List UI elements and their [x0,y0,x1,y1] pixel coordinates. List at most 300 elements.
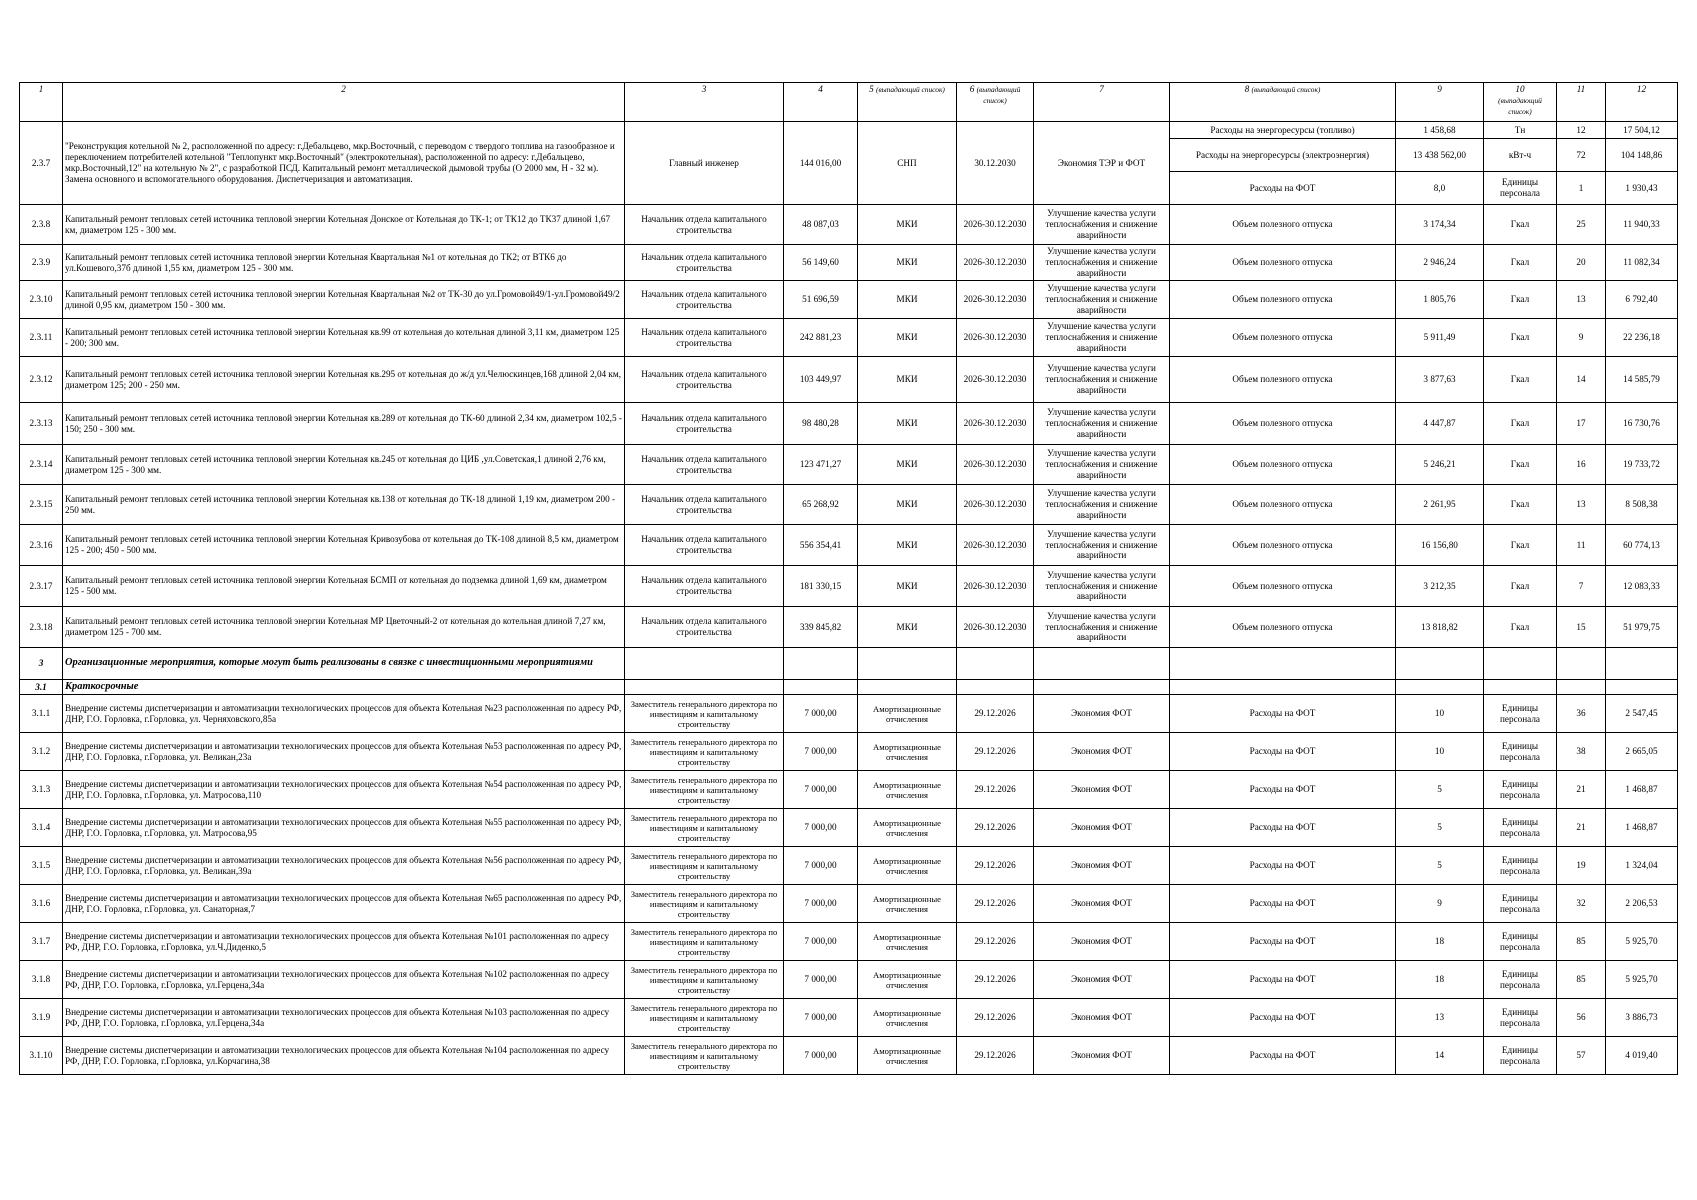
measure-description: Капитальный ремонт тепловых сетей источника тепловой энергии Котельная БСМП от котельная до подземка длиной 1,69 км, диаметром 125 - 500 мм. [63,566,625,607]
measure-description: Внедрение системы диспетчеризации и автоматизации технологических процессов для объекта Котельная №56 расположенная по адресу РФ, ДНР, Г.О. Горловка, г.Горловка, ул. Великан,39а [63,847,625,885]
col-11-value: 56 [1557,999,1606,1037]
section-title: Организационные мероприятия, которые могут быть реализованы в связке с инвестиционными мероприятиями [63,648,625,680]
funding-source: МКИ [858,205,957,245]
funding-source: Амортизационные отчисления [858,1037,957,1075]
col-11-value: 14 [1557,357,1606,403]
empty-cell [858,680,957,695]
row-number: 3.1.9 [20,999,63,1037]
responsible: Начальник отдела капитального строительства [625,566,784,607]
unit: Единицы персонала [1484,809,1557,847]
responsible: Начальник отдела капитального строительства [625,485,784,525]
responsible: Главный инженер [625,122,784,205]
col-12-value: 8 508,38 [1606,485,1678,525]
effect: Экономия ФОТ [1034,847,1170,885]
empty-cell [625,648,784,680]
deadline: 29.12.2026 [957,771,1034,809]
table-row [20,695,1678,733]
indicator: Объем полезного отпуска [1170,281,1396,319]
deadline: 29.12.2026 [957,695,1034,733]
effect: Улучшение качества услуги теплоснабжения и снижение аварийности [1034,607,1170,648]
empty-cell [1034,680,1170,695]
row-number: 2.3.16 [20,525,63,566]
unit: Гкал [1484,525,1557,566]
responsible: Заместитель генерального директора по инвестициям и капитальному строительству [625,1037,784,1075]
responsible: Заместитель генерального директора по инвестициям и капитальному строительству [625,885,784,923]
indicator: Расходы на энергоресурсы (топливо) [1170,122,1396,139]
cost: 7 000,00 [784,961,858,999]
responsible: Начальник отдела капитального строительства [625,403,784,445]
col-12-value: 12 083,33 [1606,566,1678,607]
effect: Экономия ФОТ [1034,961,1170,999]
funding-source: МКИ [858,357,957,403]
unit: Единицы персонала [1484,847,1557,885]
col-11-value: 9 [1557,319,1606,357]
responsible: Начальник отдела капитального строительства [625,445,784,485]
responsible: Начальник отдела капитального строительства [625,357,784,403]
table-row [20,999,1678,1037]
col-11-value: 38 [1557,733,1606,771]
unit: Гкал [1484,403,1557,445]
unit: Гкал [1484,566,1557,607]
responsible: Начальник отдела капитального строительства [625,607,784,648]
col-12-value: 4 019,40 [1606,1037,1678,1075]
effect: Улучшение качества услуги теплоснабжения и снижение аварийности [1034,445,1170,485]
col-12-value: 11 082,34 [1606,245,1678,281]
table-row [20,281,1678,319]
indicator: Объем полезного отпуска [1170,566,1396,607]
col-11-value: 11 [1557,525,1606,566]
unit: Гкал [1484,205,1557,245]
table-row [20,403,1678,445]
col-12-value: 22 236,18 [1606,319,1678,357]
unit: Единицы персонала [1484,961,1557,999]
measure-description: Капитальный ремонт тепловых сетей источника тепловой энергии Котельная кв.138 от котельная до ТК-18 длиной 1,19 км, диаметром 200 - 250 мм. [63,485,625,525]
indicator: Расходы на ФОТ [1170,809,1396,847]
col-header-12: 12 [1606,83,1678,122]
cost: 7 000,00 [784,847,858,885]
col-12-value: 14 585,79 [1606,357,1678,403]
row-number: 2.3.10 [20,281,63,319]
deadline: 29.12.2026 [957,847,1034,885]
col-12-value: 11 940,33 [1606,205,1678,245]
effect: Улучшение качества услуги теплоснабжения и снижение аварийности [1034,525,1170,566]
measure-description: Капитальный ремонт тепловых сетей источника тепловой энергии Котельная МР Цветочный-2 от котельная до котельная длиной 7,27 км, диаметром 125 - 700 мм. [63,607,625,648]
indicator: Объем полезного отпуска [1170,319,1396,357]
col-11-value: 25 [1557,205,1606,245]
col-header-8: 8 (выпадающий список) [1170,83,1396,122]
cost: 7 000,00 [784,695,858,733]
funding-source: МКИ [858,245,957,281]
cost: 7 000,00 [784,999,858,1037]
responsible: Заместитель генерального директора по инвестициям и капитальному строительству [625,847,784,885]
col-11-value: 21 [1557,771,1606,809]
col-header-1: 1 [20,83,63,122]
table-row [20,357,1678,403]
indicator-value: 3 212,35 [1396,566,1484,607]
col-header-2: 2 [63,83,625,122]
table-row [20,205,1678,245]
indicator-value: 5 246,21 [1396,445,1484,485]
row-number: 3.1.8 [20,961,63,999]
funding-source: МКИ [858,485,957,525]
indicator: Расходы на ФОТ [1170,847,1396,885]
funding-source: Амортизационные отчисления [858,885,957,923]
deadline: 2026-30.12.2030 [957,319,1034,357]
indicator-value: 10 [1396,733,1484,771]
col-11-value: 17 [1557,403,1606,445]
deadline: 2026-30.12.2030 [957,281,1034,319]
row-number: 2.3.7 [20,122,63,205]
cost: 123 471,27 [784,445,858,485]
cost: 339 845,82 [784,607,858,648]
col-11-value: 21 [1557,809,1606,847]
funding-source: Амортизационные отчисления [858,733,957,771]
measure-description: Капитальный ремонт тепловых сетей источника тепловой энергии Котельная кв.295 от котельная до ж/д ул.Челюскинцев,168 длиной 2,04 км, диаметром 125; 200 - 250 мм. [63,357,625,403]
effect: Улучшение качества услуги теплоснабжения и снижение аварийности [1034,566,1170,607]
deadline: 2026-30.12.2030 [957,205,1034,245]
indicator-value: 8,0 [1396,172,1484,205]
cost: 144 016,00 [784,122,858,205]
col-12-value: 2 665,05 [1606,733,1678,771]
row-number: 3.1.1 [20,695,63,733]
responsible: Заместитель генерального директора по инвестициям и капитальному строительству [625,961,784,999]
col-11-value: 16 [1557,445,1606,485]
deadline: 2026-30.12.2030 [957,485,1034,525]
col-12-value: 1 468,87 [1606,771,1678,809]
row-number: 2.3.18 [20,607,63,648]
responsible: Заместитель генерального директора по инвестициям и капитальному строительству [625,695,784,733]
indicator-value: 1 458,68 [1396,122,1484,139]
unit: Единицы персонала [1484,771,1557,809]
row-number: 3.1.3 [20,771,63,809]
investment-measures-table [19,82,1678,1075]
cost: 7 000,00 [784,771,858,809]
col-12-value: 3 886,73 [1606,999,1678,1037]
section-title: Краткосрочные [63,680,625,695]
col-11-value: 36 [1557,695,1606,733]
empty-cell [1396,648,1484,680]
indicator-value: 13 [1396,999,1484,1037]
effect: Экономия ФОТ [1034,695,1170,733]
funding-source: Амортизационные отчисления [858,961,957,999]
deadline: 30.12.2030 [957,122,1034,205]
col-11-value: 13 [1557,485,1606,525]
col-12-value: 1 468,87 [1606,809,1678,847]
cost: 56 149,60 [784,245,858,281]
indicator: Объем полезного отпуска [1170,357,1396,403]
measure-description: Капитальный ремонт тепловых сетей источника тепловой энергии Котельная Квартальная №1 от котельная до ТК2; от ВТК6 до ул.Кошевого,37б длиной 1,55 км, диаметром 125 - 300 мм. [63,245,625,281]
row-number: 2.3.9 [20,245,63,281]
measure-description: "Реконструкция котельной № 2, расположенной по адресу: г.Дебальцево, мкр.Восточный, с переводом с твердого топлива на газообразное и переключением потребителей котельной "Теплопункт мкр.Восточный" (электрокотельная), расположенной по адресу: г.Дебальцево, мкр.Восточный,12" на котельную № 2", с разработкой ПСД. Капитальный ремонт металлической дымовой трубы (О 2000 мм, Н - 32 м). Замена основного и вспомогательного оборудования. Диспетчеризация и автоматизация. [63,122,625,205]
measure-description: Внедрение системы диспетчеризации и автоматизации технологических процессов для объекта Котельная №104 расположенная по адресу РФ, ДНР, Г.О. Горловка, г.Горловка, ул.Корчагина,38 [63,1037,625,1075]
indicator: Расходы на ФОТ [1170,999,1396,1037]
col-11-value: 20 [1557,245,1606,281]
measure-description: Капитальный ремонт тепловых сетей источника тепловой энергии Котельная кв.289 от котельная до ТК-60 длиной 2,34 км, диаметром 102,5 - 150; 250 - 300 мм. [63,403,625,445]
indicator: Объем полезного отпуска [1170,445,1396,485]
funding-source: МКИ [858,281,957,319]
col-11-value: 32 [1557,885,1606,923]
measure-description: Внедрение системы диспетчеризации и автоматизации технологических процессов для объекта Котельная №101 расположенная по адресу РФ, ДНР, Г.О. Горловка, г.Горловка, ул.Ч.Диденко,5 [63,923,625,961]
unit: Гкал [1484,357,1557,403]
indicator: Расходы на ФОТ [1170,1037,1396,1075]
effect: Улучшение качества услуги теплоснабжения и снижение аварийности [1034,281,1170,319]
measure-description: Внедрение системы диспетчеризации и автоматизации технологических процессов для объекта Котельная №102 расположенная по адресу РФ, ДНР, Г.О. Горловка, г.Горловка, ул.Герцена,34а [63,961,625,999]
col-11-value: 85 [1557,923,1606,961]
unit: Единицы персонала [1484,885,1557,923]
funding-source: МКИ [858,525,957,566]
header-row [20,83,1678,122]
indicator-value: 18 [1396,923,1484,961]
unit: Единицы персонала [1484,1037,1557,1075]
deadline: 29.12.2026 [957,809,1034,847]
table-row [20,525,1678,566]
indicator: Объем полезного отпуска [1170,525,1396,566]
measure-description: Капитальный ремонт тепловых сетей источника тепловой энергии Котельная Квартальная №2 от ТК-30 до ул.Громовой49/1-ул.Громовой49/2 длиной 0,95 км, диаметром 150 - 300 мм. [63,281,625,319]
funding-source: Амортизационные отчисления [858,923,957,961]
indicator-value: 2 946,24 [1396,245,1484,281]
measure-description: Внедрение системы диспетчеризации и автоматизации технологических процессов для объекта Котельная №103 расположенная по адресу РФ, ДНР, Г.О. Горловка, г.Горловка, ул.Герцена,34а [63,999,625,1037]
cost: 51 696,59 [784,281,858,319]
row-number: 2.3.12 [20,357,63,403]
indicator-value: 16 156,80 [1396,525,1484,566]
col-11-value: 57 [1557,1037,1606,1075]
col-header-9: 9 [1396,83,1484,122]
table-row [20,445,1678,485]
table-row [20,1037,1678,1075]
col-header-10: 10 (выпадающий список) [1484,83,1557,122]
cost: 7 000,00 [784,733,858,771]
deadline: 29.12.2026 [957,885,1034,923]
table-row [20,245,1678,281]
effect: Улучшение качества услуги теплоснабжения и снижение аварийности [1034,245,1170,281]
empty-cell [1170,680,1396,695]
responsible: Начальник отдела капитального строительства [625,245,784,281]
row-number: 3.1.5 [20,847,63,885]
col-12-value: 2 547,45 [1606,695,1678,733]
row-number: 2.3.13 [20,403,63,445]
indicator-value: 13 818,82 [1396,607,1484,648]
col-11-value: 19 [1557,847,1606,885]
deadline: 2026-30.12.2030 [957,245,1034,281]
indicator: Расходы на ФОТ [1170,885,1396,923]
funding-source: МКИ [858,403,957,445]
indicator-value: 1 805,76 [1396,281,1484,319]
funding-source: Амортизационные отчисления [858,999,957,1037]
cost: 556 354,41 [784,525,858,566]
empty-cell [1557,648,1606,680]
indicator-value: 3 877,63 [1396,357,1484,403]
deadline: 29.12.2026 [957,733,1034,771]
empty-cell [957,680,1034,695]
empty-cell [1557,680,1606,695]
indicator: Расходы на ФОТ [1170,695,1396,733]
indicator: Объем полезного отпуска [1170,205,1396,245]
effect: Экономия ФОТ [1034,923,1170,961]
deadline: 2026-30.12.2030 [957,566,1034,607]
responsible: Заместитель генерального директора по инвестициям и капитальному строительству [625,999,784,1037]
unit: Гкал [1484,485,1557,525]
col-12-value: 19 733,72 [1606,445,1678,485]
col-11-value: 13 [1557,281,1606,319]
col-12-value: 5 925,70 [1606,923,1678,961]
effect: Экономия ФОТ [1034,885,1170,923]
section-number: 3.1 [20,680,63,695]
funding-source: СНП [858,122,957,205]
empty-cell [1396,680,1484,695]
col-header-5: 5 (выпадающий список) [858,83,957,122]
deadline: 29.12.2026 [957,1037,1034,1075]
measure-description: Внедрение системы диспетчеризации и автоматизации технологических процессов для объекта Котельная №55 расположенная по адресу РФ, ДНР, Г.О. Горловка, г.Горловка, ул. Матросова,95 [63,809,625,847]
responsible: Заместитель генерального директора по инвестициям и капитальному строительству [625,733,784,771]
row-number: 2.3.15 [20,485,63,525]
table-row [20,566,1678,607]
deadline: 29.12.2026 [957,923,1034,961]
effect: Улучшение качества услуги теплоснабжения и снижение аварийности [1034,319,1170,357]
col-11-value: 72 [1557,139,1606,172]
col-header-4: 4 [784,83,858,122]
cost: 7 000,00 [784,1037,858,1075]
deadline: 2026-30.12.2030 [957,525,1034,566]
indicator-value: 5 [1396,771,1484,809]
col-11-value: 12 [1557,122,1606,139]
subsection-row [20,680,1678,695]
unit: Единицы персонала [1484,172,1557,205]
funding-source: МКИ [858,607,957,648]
indicator-value: 3 174,34 [1396,205,1484,245]
row-number: 2.3.14 [20,445,63,485]
indicator: Расходы на энергоресурсы (электроэнергия) [1170,139,1396,172]
indicator: Объем полезного отпуска [1170,485,1396,525]
effect: Экономия ФОТ [1034,733,1170,771]
col-12-value: 17 504,12 [1606,122,1678,139]
col-12-value: 5 925,70 [1606,961,1678,999]
row-number: 2.3.8 [20,205,63,245]
table-row [20,885,1678,923]
deadline: 29.12.2026 [957,999,1034,1037]
unit: кВт-ч [1484,139,1557,172]
row-number: 3.1.10 [20,1037,63,1075]
col-12-value: 1 324,04 [1606,847,1678,885]
col-12-value: 104 148,86 [1606,139,1678,172]
responsible: Заместитель генерального директора по инвестициям и капитальному строительству [625,923,784,961]
row-number: 3.1.4 [20,809,63,847]
effect: Улучшение качества услуги теплоснабжения и снижение аварийности [1034,205,1170,245]
indicator-value: 14 [1396,1037,1484,1075]
unit: Тн [1484,122,1557,139]
responsible: Начальник отдела капитального строительства [625,281,784,319]
cost: 103 449,97 [784,357,858,403]
table-row [20,122,1678,139]
measure-description: Капитальный ремонт тепловых сетей источника тепловой энергии Котельная Донское от Котельная до ТК-1; от ТК12 до ТК37 длиной 1,67 км, диаметром 125 - 300 мм. [63,205,625,245]
cost: 7 000,00 [784,923,858,961]
responsible: Заместитель генерального директора по инвестициям и капитальному строительству [625,771,784,809]
col-12-value: 60 774,13 [1606,525,1678,566]
col-11-value: 15 [1557,607,1606,648]
effect: Экономия ФОТ [1034,1037,1170,1075]
indicator: Расходы на ФОТ [1170,923,1396,961]
unit: Гкал [1484,281,1557,319]
indicator-value: 5 911,49 [1396,319,1484,357]
empty-cell [1170,648,1396,680]
table-row [20,733,1678,771]
deadline: 2026-30.12.2030 [957,607,1034,648]
deadline: 2026-30.12.2030 [957,445,1034,485]
table-row [20,961,1678,999]
empty-cell [1484,648,1557,680]
indicator-value: 5 [1396,847,1484,885]
effect: Улучшение качества услуги теплоснабжения и снижение аварийности [1034,403,1170,445]
indicator-value: 5 [1396,809,1484,847]
table-row [20,485,1678,525]
effect: Экономия ФОТ [1034,771,1170,809]
empty-cell [625,680,784,695]
empty-cell [784,648,858,680]
cost: 7 000,00 [784,885,858,923]
measure-description: Внедрение системы диспетчеризации и автоматизации технологических процессов для объекта Котельная №23 расположенная по адресу РФ, ДНР, Г.О. Горловка, г.Горловка, ул. Черняховского,85а [63,695,625,733]
indicator: Объем полезного отпуска [1170,245,1396,281]
deadline: 2026-30.12.2030 [957,403,1034,445]
indicator-value: 4 447,87 [1396,403,1484,445]
effect: Экономия ТЭР и ФОТ [1034,122,1170,205]
indicator: Расходы на ФОТ [1170,961,1396,999]
responsible: Начальник отдела капитального строительства [625,205,784,245]
empty-cell [858,648,957,680]
indicator: Расходы на ФОТ [1170,172,1396,205]
table-row [20,771,1678,809]
measure-description: Внедрение системы диспетчеризации и автоматизации технологических процессов для объекта Котельная №54 расположенная по адресу РФ, ДНР, Г.О. Горловка, г.Горловка, ул. Матросова,110 [63,771,625,809]
unit: Единицы персонала [1484,695,1557,733]
row-number: 2.3.17 [20,566,63,607]
effect: Улучшение качества услуги теплоснабжения и снижение аварийности [1034,357,1170,403]
table-row [20,607,1678,648]
col-header-3: 3 [625,83,784,122]
indicator-value: 10 [1396,695,1484,733]
col-11-value: 85 [1557,961,1606,999]
table-row [20,923,1678,961]
indicator-value: 13 438 562,00 [1396,139,1484,172]
deadline: 2026-30.12.2030 [957,357,1034,403]
unit: Единицы персонала [1484,999,1557,1037]
unit: Единицы персонала [1484,923,1557,961]
row-number: 3.1.6 [20,885,63,923]
col-11-value: 7 [1557,566,1606,607]
col-header-7: 7 [1034,83,1170,122]
measure-description: Капитальный ремонт тепловых сетей источника тепловой энергии Котельная Кривозубова от котельная до ТК-108 длиной 8,5 км, диаметром 125 - 200; 450 - 500 мм. [63,525,625,566]
indicator: Расходы на ФОТ [1170,771,1396,809]
section-row [20,648,1678,680]
deadline: 29.12.2026 [957,961,1034,999]
cost: 48 087,03 [784,205,858,245]
table-row [20,847,1678,885]
section-number: 3 [20,648,63,680]
indicator: Объем полезного отпуска [1170,607,1396,648]
indicator-value: 18 [1396,961,1484,999]
cost: 98 480,28 [784,403,858,445]
row-number: 3.1.2 [20,733,63,771]
effect: Экономия ФОТ [1034,809,1170,847]
col-12-value: 51 979,75 [1606,607,1678,648]
measure-description: Капитальный ремонт тепловых сетей источника тепловой энергии Котельная кв.99 от котельная до котельная длиной 3,11 км, диаметром 125 - 200; 300 мм. [63,319,625,357]
col-header-6: 6 (выпадающий список) [957,83,1034,122]
col-header-11: 11 [1557,83,1606,122]
col-11-value: 1 [1557,172,1606,205]
empty-cell [1484,680,1557,695]
col-12-value: 6 792,40 [1606,281,1678,319]
funding-source: Амортизационные отчисления [858,771,957,809]
unit: Гкал [1484,245,1557,281]
col-12-value: 16 730,76 [1606,403,1678,445]
cost: 181 330,15 [784,566,858,607]
